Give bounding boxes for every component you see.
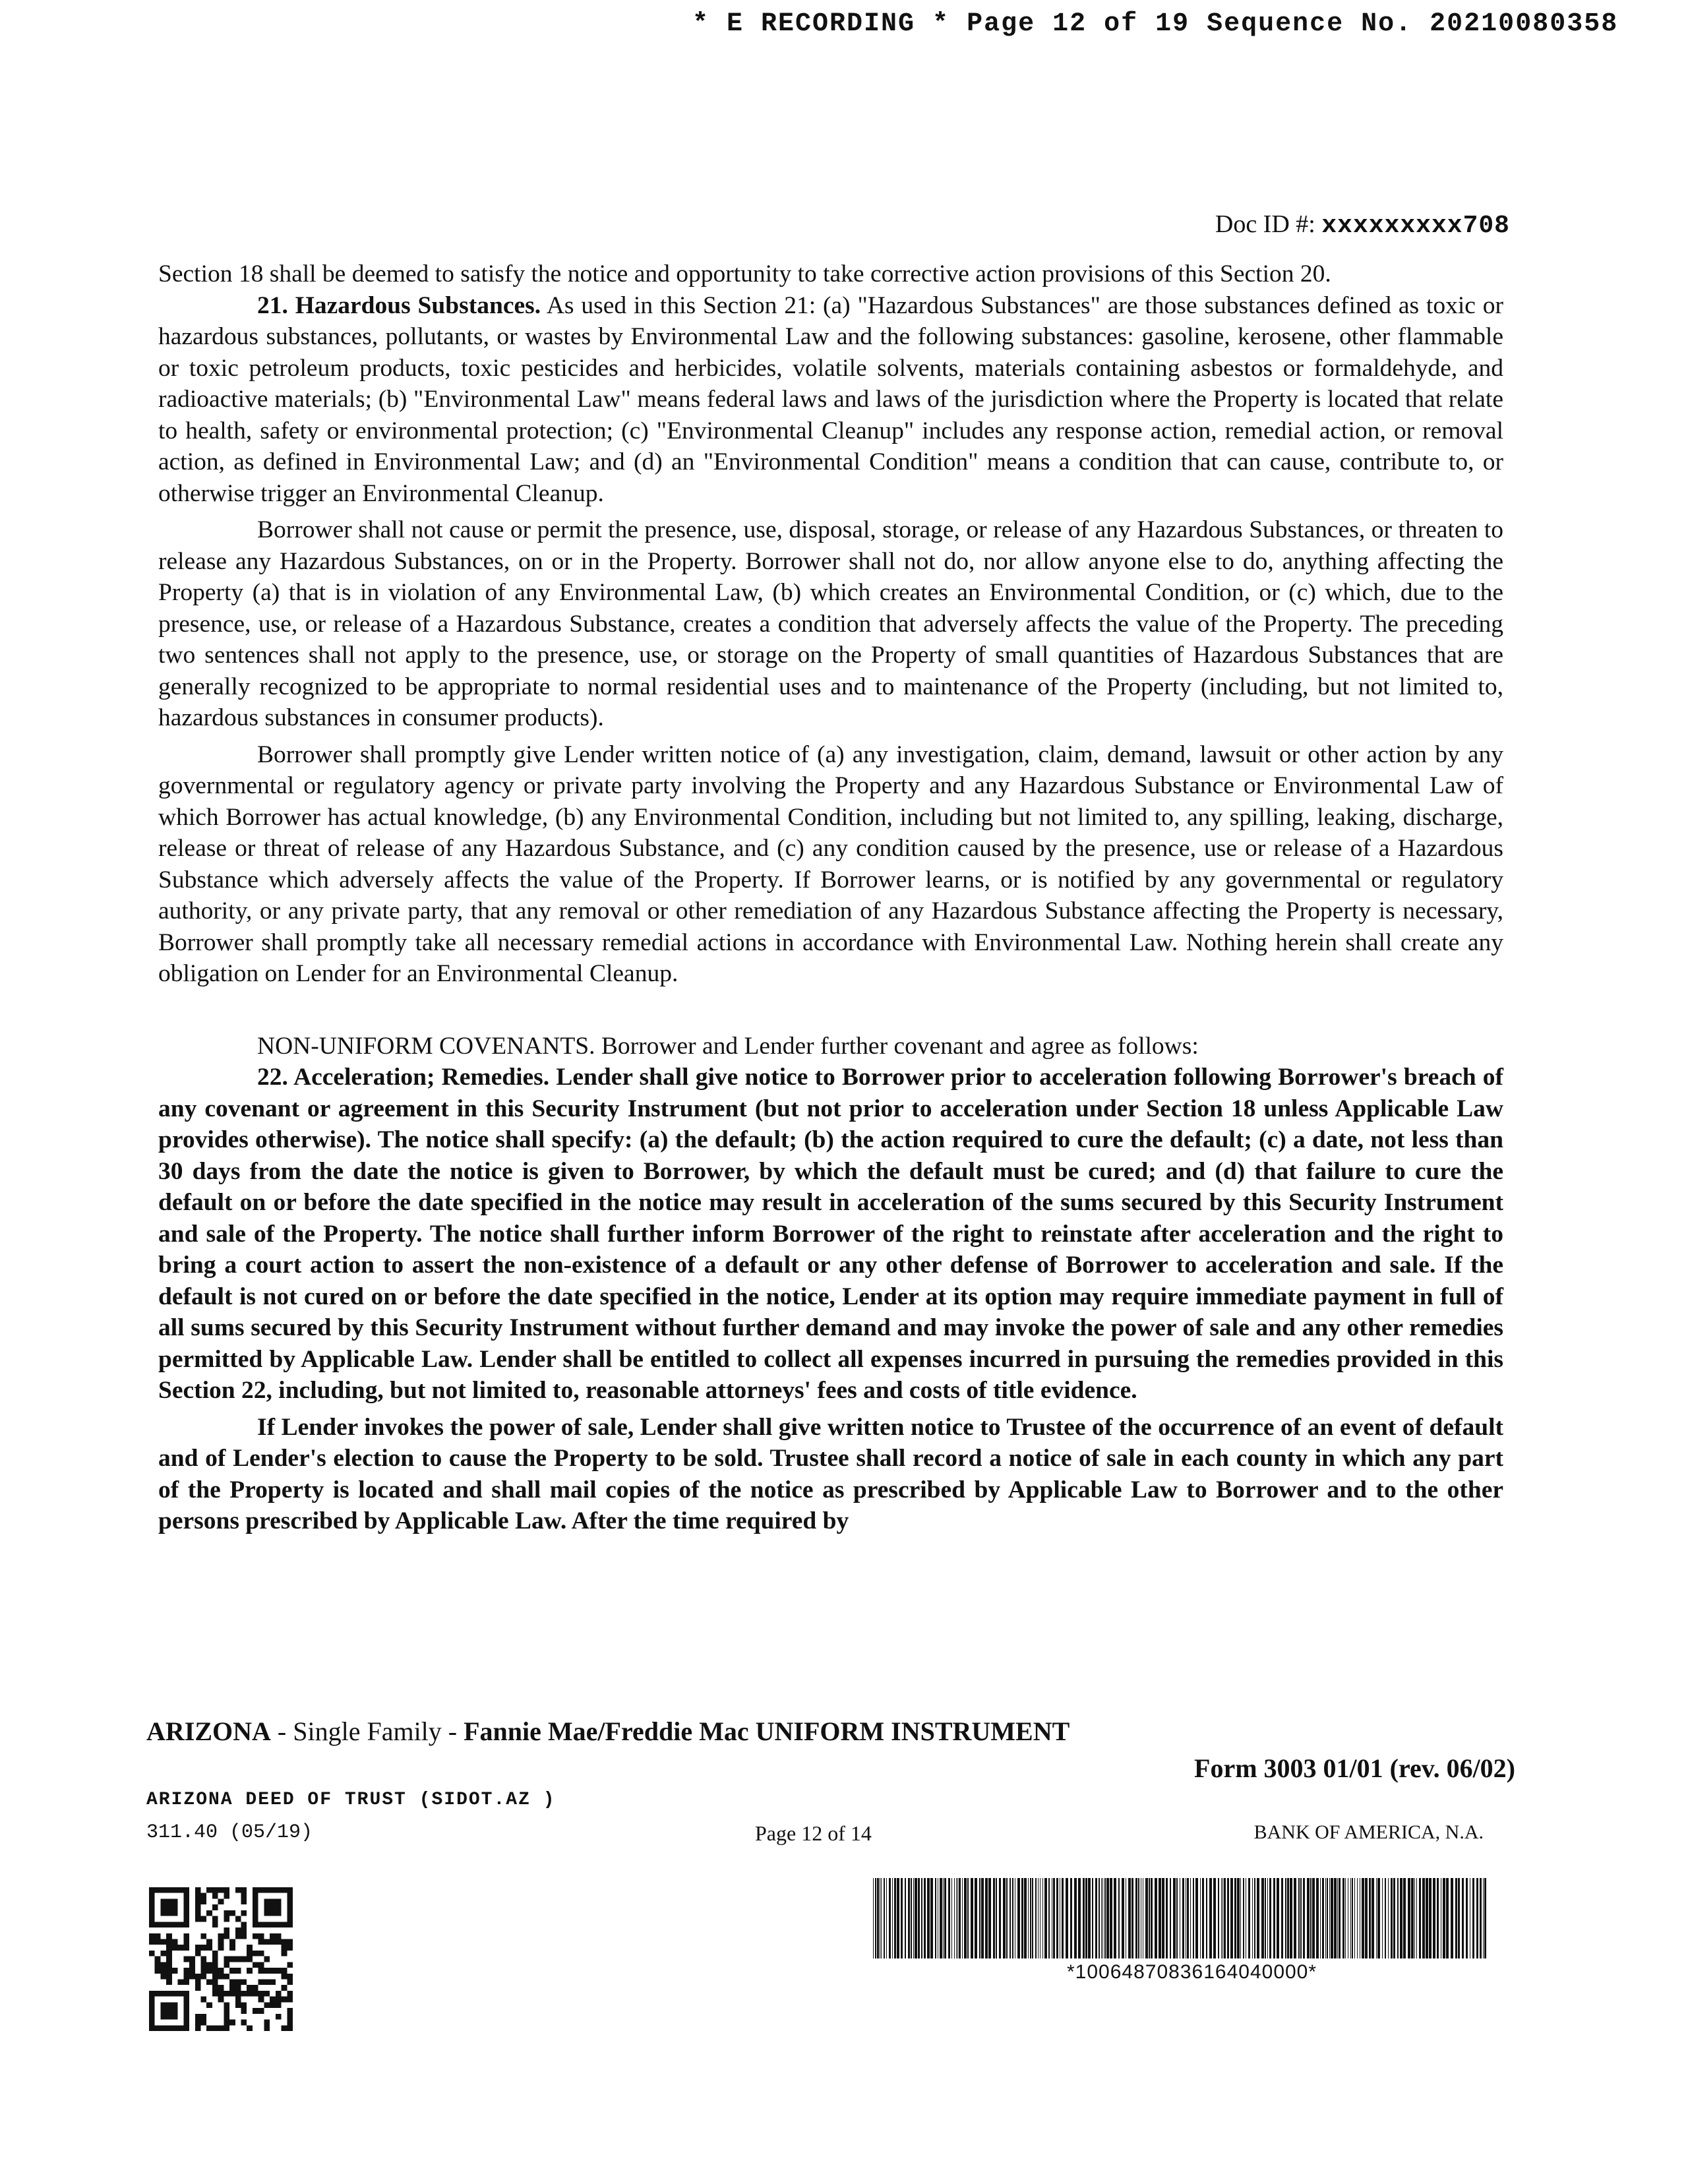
footer-instrument-title [146, 1716, 1070, 1747]
section-22-paragraph: 22. Acceleration; Remedies. Lender shall give notice to Borrower prior to acceleration following Borrower's breach of any covenant or agreement in this Security Instrument (but not prior to acceleration under Section 18 unless Applicable Law provides otherwise). The notice shall specify: (a) the default; (b) the action required to cure the default; (c) a date, not less than 30 days from the date the notice is given to Borrower, by which the default must be cured; and (d) that failure to cure the default on or before the date specified in the notice may result in acceleration of the sums secured by this Security Instrument and sale of the Property. The notice shall further inform Borrower of the right to reinstate after acceleration and the right to bring a court action to assert the non-existence of a default or any other defense of Borrower to acceleration and sale. If the default is not cured on or before the date specified in the notice, Lender at its option may require immediate payment in full of all sums secured by this Security Instrument without further demand and may invoke the power of sale and any other remedies permitted by Applicable Law. Lender shall be entitled to collect all expenses incurred in pursuing the remedies provided in this Section 22, including, but not limited to, reasonable attorneys' fees and costs of title evidence. [158, 1064, 1503, 1404]
qr-code [149, 1887, 293, 2031]
form-code: 311.40 (05/19) [146, 1821, 313, 1844]
doc-id [1215, 210, 1510, 240]
barcode-number: *10064870836164040000* [1067, 1961, 1317, 1983]
section-21-heading: 21. Hazardous Substances. [257, 291, 541, 319]
section-20-continuation: Section 18 shall be deemed to satisfy the notice and opportunity to take corrective action provisions of this Section 20. [158, 260, 1331, 288]
doc-id-label: Doc ID #: [1215, 210, 1322, 238]
footer-instrument: Fannie Mae/Freddie Mac UNIFORM INSTRUMENT [464, 1716, 1070, 1746]
hazardous-notice-paragraph: Borrower shall promptly give Lender written notice of (a) any investigation, claim, demand, lawsuit or other action by any governmental or regulatory agency or private party involving the Property and any Hazardous Substance or Environmental Law of which Borrower has actual knowledge, (b) any Environmental Condition, including but not limited to, any spilling, leaking, discharge, release or threat of release of any Hazardous Substance, and (c) any condition caused by the presence, use or release of a Hazardous Substance which adversely affects the value of the Property. If Borrower learns, or is notified by any governmental or regulatory authority, or any private party, that any removal or other remediation of any Hazardous Substance affecting the Property is necessary, Borrower shall promptly take all necessary remedial actions in accordance with Environmental Law. Nothing herein shall create any obligation on Lender for an Environmental Cleanup. [158, 741, 1503, 987]
barcode [870, 1878, 1490, 1958]
document-body [158, 258, 1503, 1537]
non-uniform-covenants-heading: NON-UNIFORM COVENANTS. Borrower and Lender further covenant and agree as follows: [257, 1032, 1199, 1060]
deed-label: ARIZONA DEED OF TRUST (SIDOT.AZ ) [146, 1790, 556, 1810]
section-21-paragraph [158, 290, 1503, 510]
hazardous-prohibition-paragraph: Borrower shall not cause or permit the presence, use, disposal, storage, or release of any Hazardous Substances, or threaten to release any Hazardous Substances, on or in the Property. Borrower shall not do, nor allow anyone else to do, anything affecting the Property (a) that is in violation of any Environmental Law, (b) which creates an Environmental Condition, or (c) which, due to the presence, use, or release of a Hazardous Substance, creates a condition that adversely affects the value of the Property. The preceding two sentences shall not apply to the presence, use, or storage on the Property of small quantities of Hazardous Substances that are generally recognized to be appropriate to normal residential uses and to maintenance of the Property (including, but not limited to, hazardous substances in consumer products). [158, 516, 1503, 731]
doc-id-value: xxxxxxxxx708 [1321, 212, 1510, 240]
footer-state: ARIZONA [146, 1716, 271, 1746]
form-number: Form 3003 01/01 (rev. 06/02) [1194, 1753, 1515, 1783]
power-of-sale-paragraph: If Lender invokes the power of sale, Lender shall give written notice to Trustee of the occurrence of an event of default and of Lender's election to cause the Property to be sold. Trustee shall record a notice of sale in each county in which any part of the Property is located and shall mail copies of the notice as prescribed by Applicable Law to Borrower and to the other persons prescribed by Applicable Law. After the time required by [158, 1413, 1503, 1534]
recording-header: * E RECORDING * Page 12 of 19 Sequence No. 20210080358 [692, 9, 1619, 39]
page-number: Page 12 of 14 [755, 1821, 872, 1845]
lender-name: BANK OF AMERICA, N.A. [1253, 1821, 1484, 1843]
section-21-text: As used in this Section 21: (a) "Hazardous Substances" are those substances defined as toxic or hazardous substances, pollutants, or wastes by Environmental Law and the following substances: gasoline, kerosene, other flammable or toxic petroleum products, toxic pesticides and herbicides, volatile solvents, materials containing asbestos or formaldehyde, and radioactive materials; (b) "Environmental Law" means federal laws and laws of the jurisdiction where the Property is located that relate to health, safety or environmental protection; (c) "Environmental Cleanup" includes any response action, remedial action, or removal action, as defined in Environmental Law; and (d) an "Environmental Condition" means a condition that can cause, contribute to, or otherwise trigger an Environmental Cleanup. [158, 291, 1503, 507]
footer-separator: - Single Family - [270, 1716, 464, 1746]
